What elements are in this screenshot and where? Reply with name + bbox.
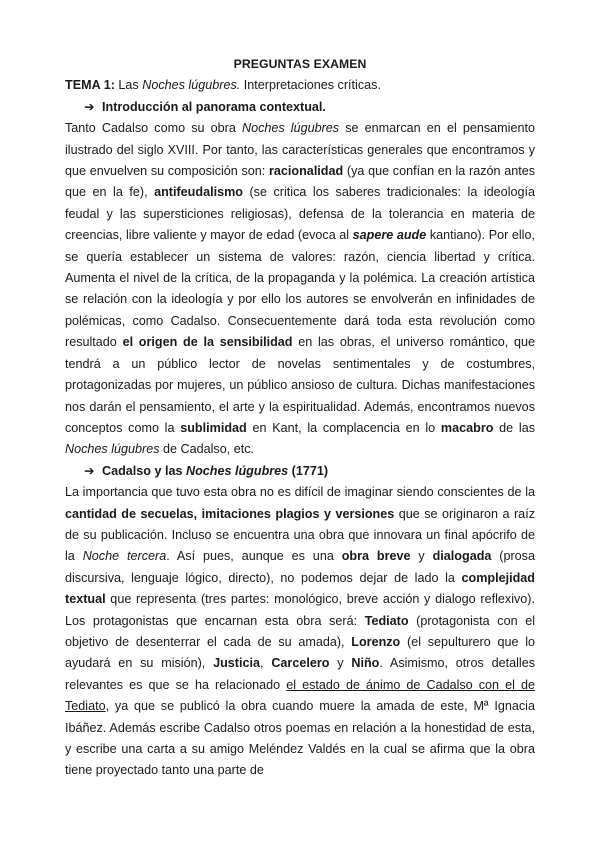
text-run: que representa (tres partes: monológico, breve acción y dialogo reflexivo). Los protagonistas que encarnan esta obra será: xyxy=(65,592,535,628)
bold-run: Carcelero xyxy=(271,656,330,671)
text-run: y xyxy=(329,656,352,671)
page-title: PREGUNTAS EXAMEN xyxy=(233,57,367,71)
underlined-run: el estado de ánimo de Cadalso con el de Tediato xyxy=(65,677,535,714)
bold-run: cantidad de secuelas, imitaciones plagios y versiones xyxy=(65,506,395,521)
bold-run: sublimidad xyxy=(180,420,247,435)
topic-text-after: Interpretaciones críticas. xyxy=(240,78,381,93)
section-heading-cadalso-text-c: (1771) xyxy=(288,463,329,478)
paragraph-context xyxy=(65,118,535,461)
section-heading-intro-text: Introducción al panorama contextual. xyxy=(102,99,326,114)
section-heading-cadalso-text-b: Noches lúgubres xyxy=(186,463,289,478)
text-run: , ya que se publicó la obra cuando muere la amada de este, Mª Ignacia Ibáñez. Además escribe Cadalso otros poemas en relación a la honestidad de esta, y escribe una carta a su amigo Meléndez Valdés en la cual se afirma que la obra tiene proyectado tanto una parte de xyxy=(65,699,535,778)
text-run: . Asimismo, otros detalles relevantes es que se ha relacionado xyxy=(65,656,536,692)
italic-run: Noche tercera xyxy=(82,549,167,564)
section-heading-intro xyxy=(84,97,535,118)
text-run: (protagonista con el objetivo de desenterrar el cada de su amada), xyxy=(65,613,535,649)
text-run: (ya que confían en la razón antes que en la fe), xyxy=(65,164,536,200)
text-run: de Cadalso, etc. xyxy=(159,442,255,457)
bold-run: racionalidad xyxy=(269,164,344,179)
bold-run: obra breve xyxy=(341,549,411,564)
bold-run: Niño xyxy=(351,656,380,671)
italic-run: Noches lúgubres xyxy=(241,121,340,136)
text-run: (se critica los saberes tradicionales: la ideología feudal y las supersticiones religiosas), defensa de la tolerancia en materia de creencias, libre valiente y mayor de edad (evoca al xyxy=(65,185,535,243)
topic-label: TEMA 1: xyxy=(65,78,115,93)
text-run: se enmarcan en el pensamiento ilustrado del siglo XVIII. Por tanto, las características generales que encontramos y que envuelven su composición son: xyxy=(65,121,535,179)
text-run: , xyxy=(260,656,272,671)
text-run: en Kant, la complacencia en lo xyxy=(246,420,441,435)
text-run: en las obras, el universo romántico, que tendrá a un público lector de novelas sentimentales y de costumbres, protagonizadas por mujeres, un público ansioso de cultura. Dichas manifestaciones nos darán el pensamiento, el arte y la espiritualidad. Además, encontramos nuevos conceptos como la xyxy=(65,335,536,435)
text-run: que se originaron a raíz de su publicación. Incluso se encuentra una obra que innovara un final apócrifo de la xyxy=(65,506,535,564)
arrow-right-icon: ➔ xyxy=(84,463,95,478)
section-heading-cadalso xyxy=(84,461,535,482)
topic-work-title: Noches lúgubres. xyxy=(142,78,241,93)
italic-run: Noches lúgubres xyxy=(65,442,160,457)
arrow-right-icon: ➔ xyxy=(84,99,95,114)
topic-line xyxy=(65,75,535,96)
text-run: (el sepulturero que lo ayudará en su misión), xyxy=(65,634,535,671)
bold-run: antifeudalismo xyxy=(154,185,243,200)
text-run: kantiano). Por ello, se quería establecer un sistema de valores: razón, ciencia libertad y crítica. Aumenta el nivel de la crítica, de la propaganda y la polémica. La creación artística se relación con la ideología y por ello los autores se envolverán en infinidades de polémicas, como Cadalso. Consecuentemente dará toda esta revolución como resultado xyxy=(65,228,535,350)
paragraph-cadalso xyxy=(65,482,535,782)
bold-run: dialogada xyxy=(432,549,492,564)
topic-text-before: Las xyxy=(114,78,143,93)
section-heading-cadalso-text-a: Cadalso y las xyxy=(102,463,186,478)
text-run: (prosa discursiva, lenguaje lógico, directo), no podemos dejar de lado la xyxy=(65,549,535,585)
text-run: . Así pues, aunque es una xyxy=(166,549,342,564)
text-run: y xyxy=(410,549,433,564)
bold-run: Lorenzo xyxy=(351,634,401,649)
text-run: de las xyxy=(493,420,536,435)
bold-run: el origen de la sensibilidad xyxy=(122,335,293,350)
text-run: La importancia que tuvo esta obra no es difícil de imaginar siendo conscientes de la xyxy=(65,485,535,500)
bold-run: macabro xyxy=(440,420,494,435)
text-run: Tanto Cadalso como su obra xyxy=(65,121,242,136)
bold-run: complejidad textual xyxy=(65,570,535,607)
bold-italic-run: sapere aude xyxy=(352,228,427,243)
bold-run: Tediato xyxy=(364,613,409,628)
bold-run: Justicia xyxy=(213,656,261,671)
